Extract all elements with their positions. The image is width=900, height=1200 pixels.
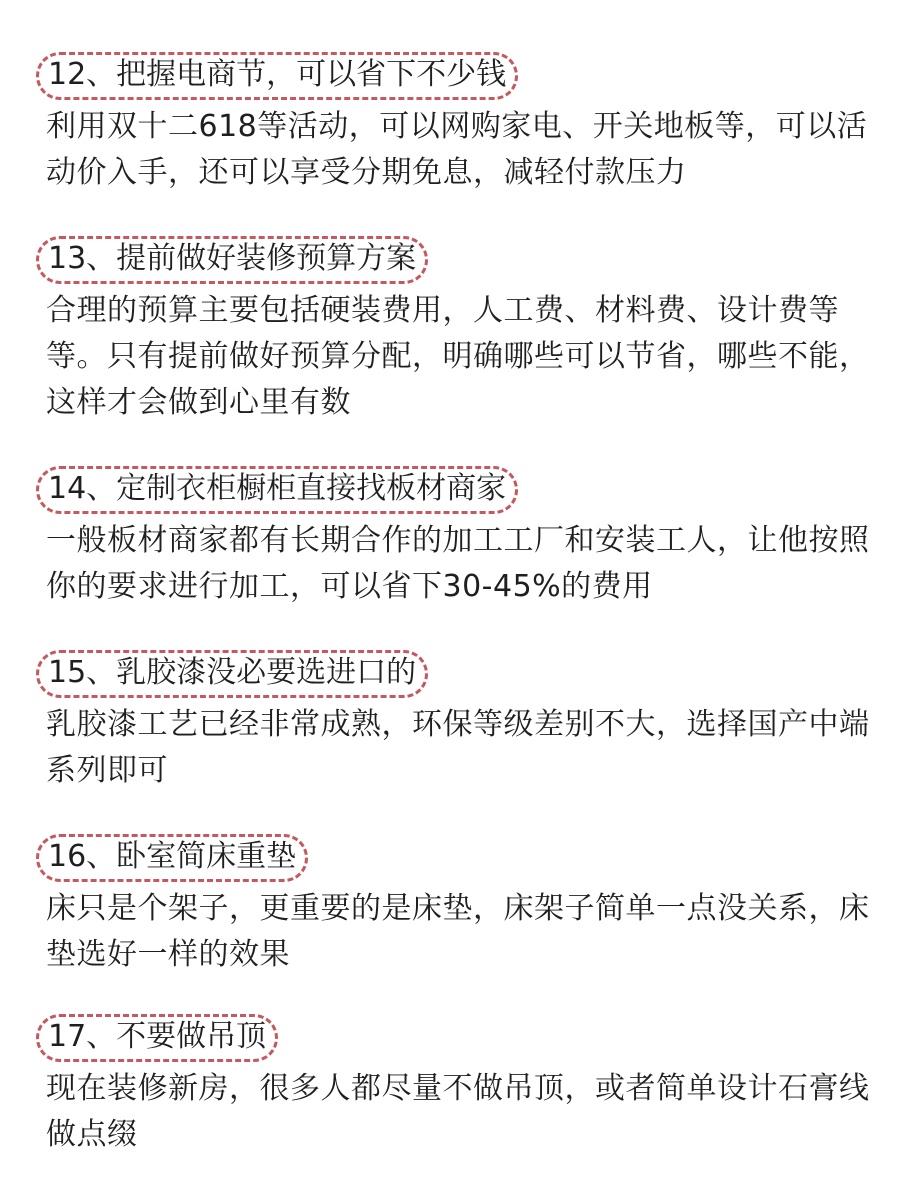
tip-body: 利用双十二618等活动，可以网购家电、开关地板等，可以活动价入手，还可以享受分期免息，减轻付款压力 xyxy=(46,109,868,190)
tip-title: 14、定制衣柜橱柜直接找板材商家 xyxy=(36,466,518,514)
tip-title: 16、卧室简床重垫 xyxy=(36,834,308,882)
tip-16 xyxy=(0,834,900,978)
tip-title: 15、乳胶漆没必要选进口的 xyxy=(36,650,428,698)
tip-body: 乳胶漆工艺已经非常成熟，环保等级差别不大，选择国产中端系列即可 xyxy=(46,707,870,788)
tip-title: 13、提前做好装修预算方案 xyxy=(36,236,428,284)
tip-title: 12、把握电商节，可以省下不少钱 xyxy=(36,52,518,100)
tip-body: 合理的预算主要包括硬装费用，人工费、材料费、设计费等等。只有提前做好预算分配，明确哪些可以节省，哪些不能，这样才会做到心里有数 xyxy=(46,293,870,420)
tip-13 xyxy=(0,236,900,426)
tip-14 xyxy=(0,466,900,610)
tip-body: 现在装修新房，很多人都尽量不做吊顶，或者简单设计石膏线做点缀 xyxy=(46,1071,870,1152)
tip-12 xyxy=(0,52,900,196)
tip-17 xyxy=(0,1014,900,1158)
tip-body: 一般板材商家都有长期合作的加工工厂和安装工人，让他按照你的要求进行加工，可以省下30-45%的费用 xyxy=(46,523,870,604)
tip-body: 床只是个架子，更重要的是床垫，床架子简单一点没关系，床垫选好一样的效果 xyxy=(46,891,870,972)
tip-15 xyxy=(0,650,900,794)
tip-title: 17、不要做吊顶 xyxy=(36,1014,278,1062)
